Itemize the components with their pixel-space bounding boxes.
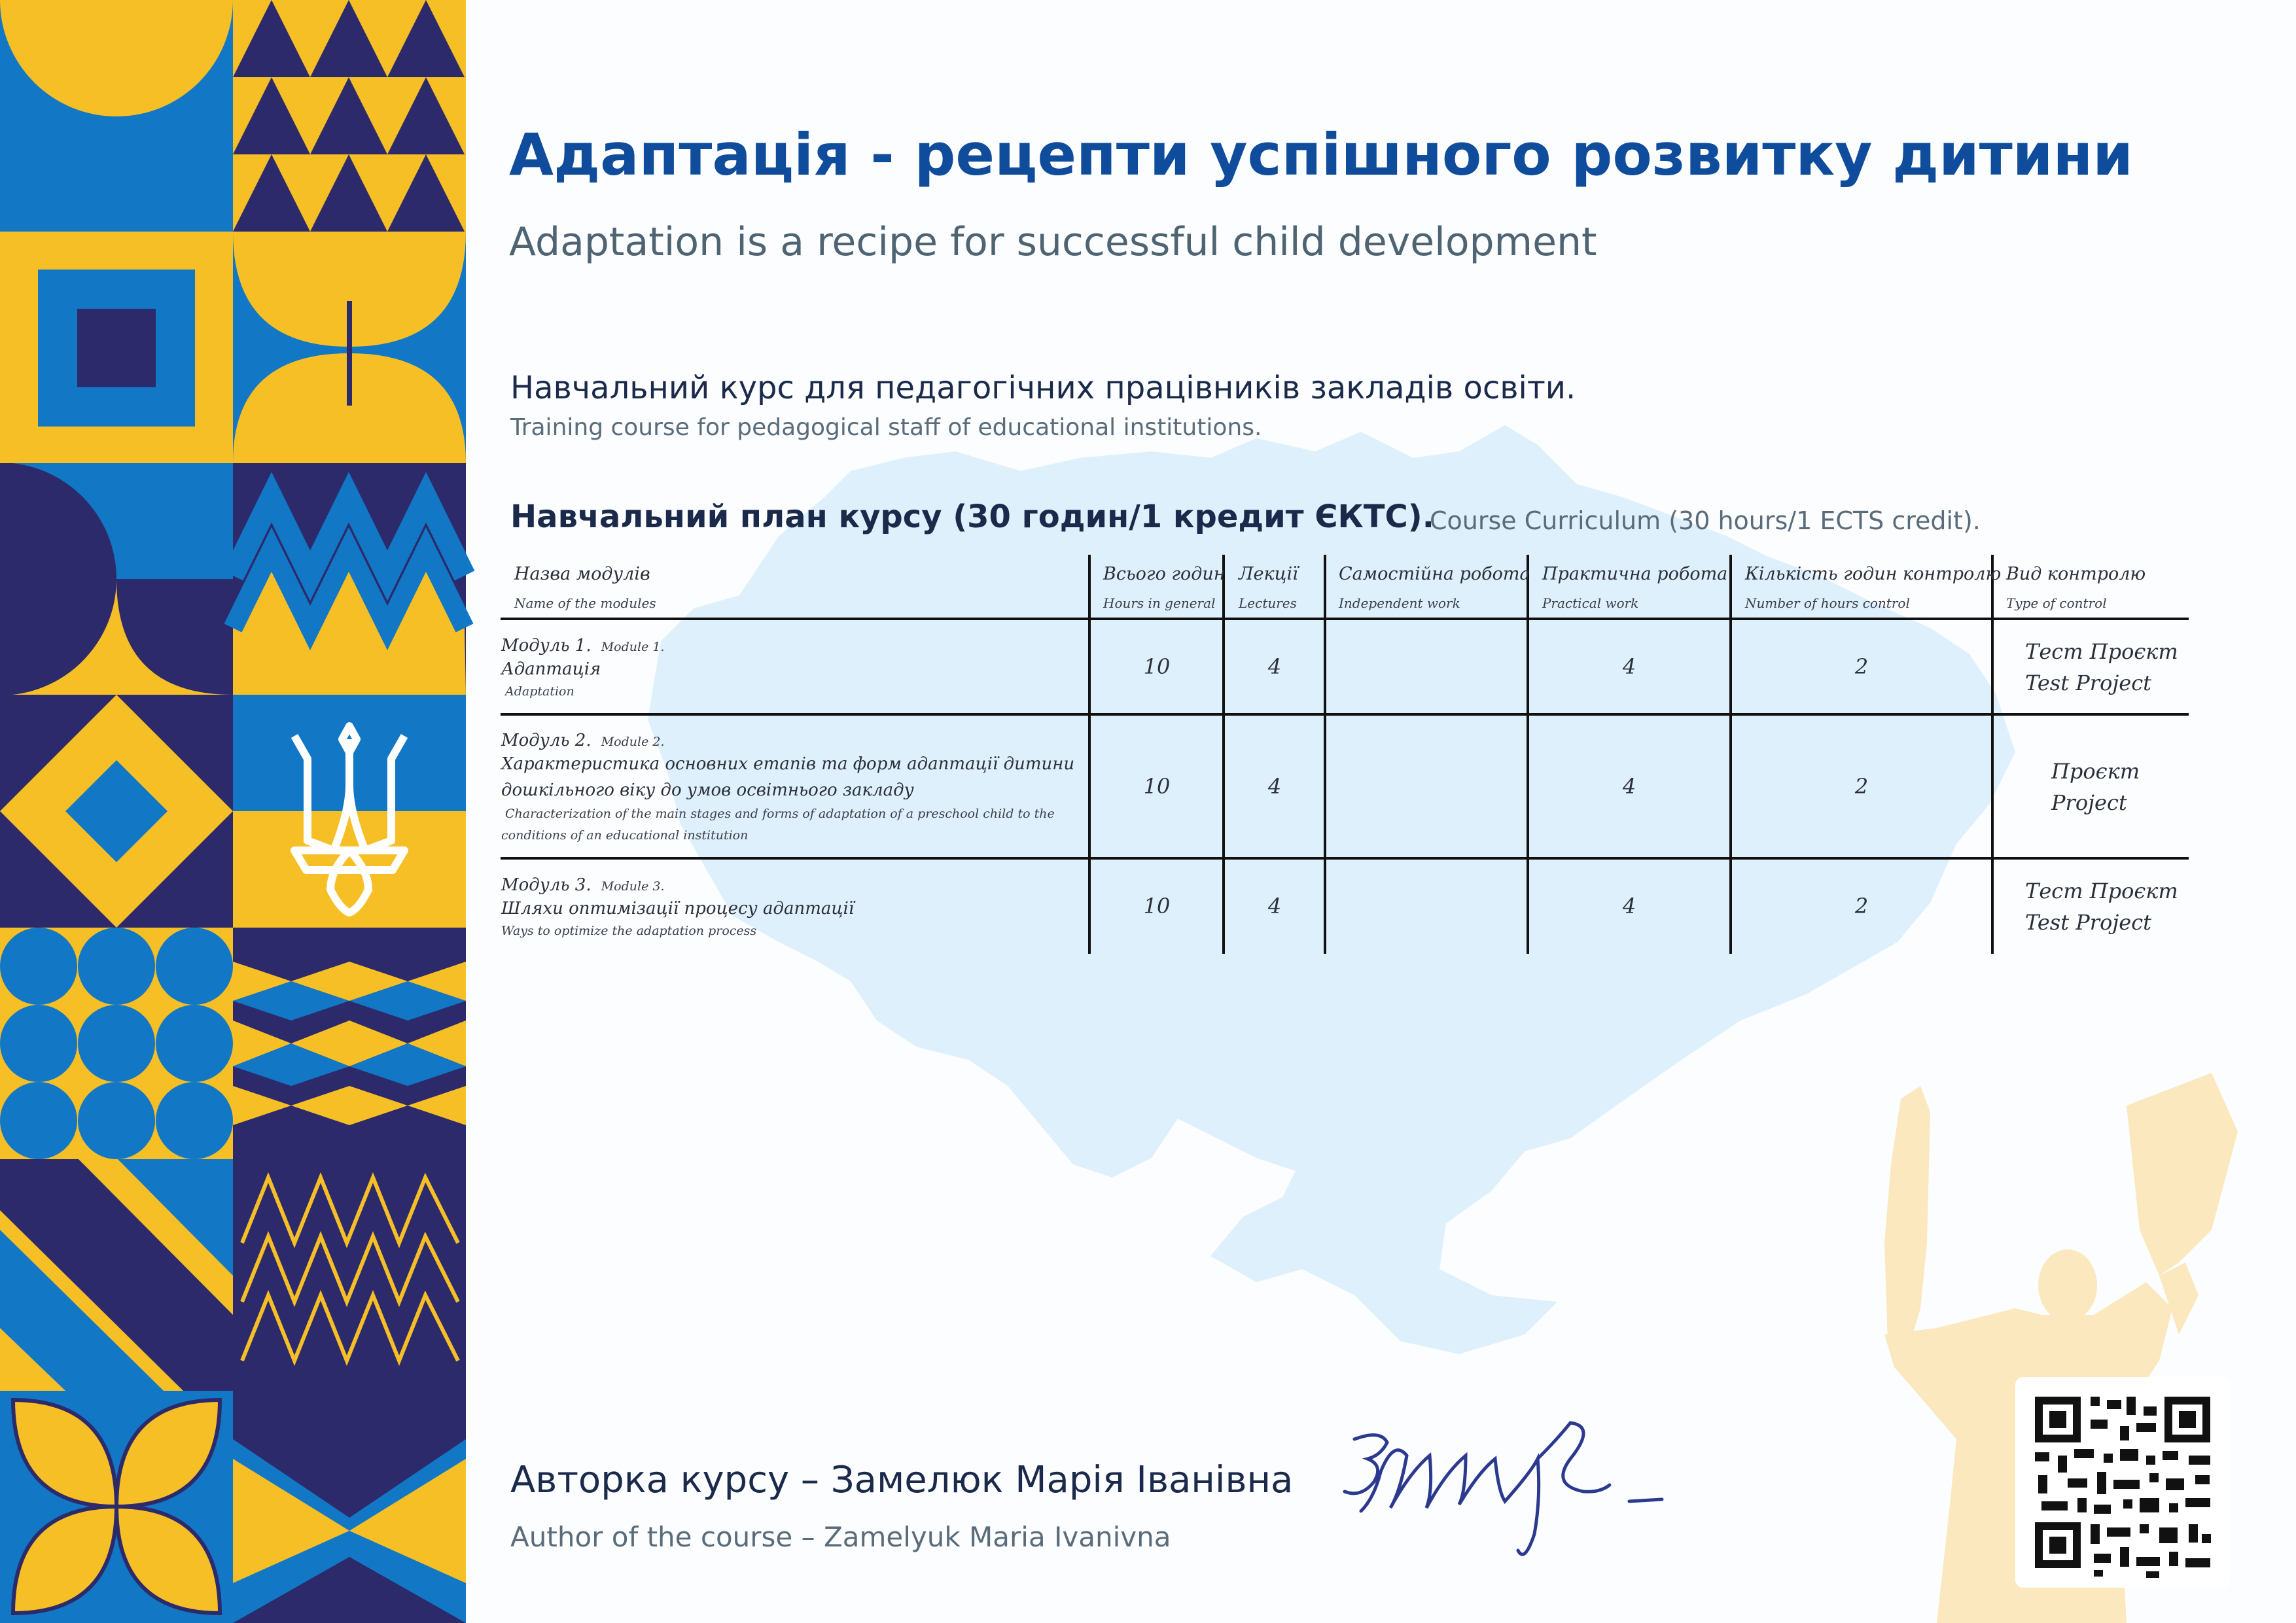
page-subtitle: Adaptation is a recipe for successful child development xyxy=(509,219,1597,265)
column-header-name-en: Name of the modules xyxy=(514,595,656,611)
curriculum-title-ua: Навчальний план курсу (30 годин/1 кредит ЄКТС). xyxy=(510,498,1434,535)
module-number-en: Module 1. xyxy=(601,640,665,654)
module-number xyxy=(501,875,665,895)
signature-icon xyxy=(1345,1423,1662,1554)
column-header-independent-ua: Самостійна робота xyxy=(1339,564,1530,584)
lecture-hours: 4 xyxy=(1267,894,1282,918)
module-number xyxy=(501,636,665,655)
control-hours: 2 xyxy=(1854,654,1869,679)
lecture-hours: 4 xyxy=(1267,654,1282,679)
control-type-ua: Тест Проєкт xyxy=(2025,879,2178,903)
curriculum-title-en: Course Curriculum (30 hours/1 ECTS credit). xyxy=(1430,506,1981,535)
course-author-en: Author of the course – Zamelyuk Maria Ivanivna xyxy=(510,1521,1171,1553)
practical-hours: 4 xyxy=(1622,894,1636,918)
module-name-ua-line1: Характеристика основних етапів та форм адаптації дитини xyxy=(501,754,1075,774)
column-header-total-ua: Всього годин xyxy=(1103,564,1226,584)
control-type-ua: Проєкт xyxy=(2051,759,2140,784)
column-header-control-type-en: Type of control xyxy=(2006,595,2107,611)
column-header-practical-ua: Практична робота xyxy=(1542,564,1728,584)
column-header-practical-en: Practical work xyxy=(1542,595,1639,611)
course-description-ua: Навчальний курс для педагогічних працівників закладів освіти. xyxy=(510,370,1576,406)
control-type-ua: Тест Проєкт xyxy=(2025,639,2178,664)
practical-hours: 4 xyxy=(1622,774,1636,799)
module-name-en-line1: Characterization of the main stages and forms of adaptation of a preschool child to the xyxy=(505,807,1055,821)
control-hours: 2 xyxy=(1854,894,1869,918)
module-name-ua-line2: дошкільного віку до умов освітнього закладу xyxy=(501,780,914,800)
page-title: Адаптація - рецепти успішного розвитку дитини xyxy=(509,121,2133,188)
column-header-name-ua: Назва модулів xyxy=(514,564,650,584)
module-name-en-line2: conditions of an educational institution xyxy=(501,828,749,843)
control-type-en: Test Project xyxy=(2025,671,2151,695)
ornament-panel xyxy=(0,0,466,1623)
course-author-ua: Авторка курсу – Замелюк Марія Іванівна xyxy=(510,1459,1294,1501)
column-header-lectures-ua: Лекції xyxy=(1239,564,1298,584)
column-header-lectures-en: Lectures xyxy=(1239,595,1297,611)
control-type-en: Test Project xyxy=(2025,910,2151,935)
module-number-ua: Модуль 2. xyxy=(501,731,592,750)
module-number-en: Module 3. xyxy=(601,879,665,894)
module-name-en: Ways to optimize the adaptation process xyxy=(501,924,757,938)
module-name-ua: Шляхи оптимізації процесу адаптації xyxy=(501,899,855,918)
module-number xyxy=(501,731,665,750)
column-header-independent-en: Independent work xyxy=(1339,595,1460,611)
course-description-en: Training course for pedagogical staff of educational institutions. xyxy=(510,414,1262,441)
module-name-en: Adaptation xyxy=(505,684,574,699)
column-header-total-en: Hours in general xyxy=(1103,595,1216,611)
total-hours: 10 xyxy=(1143,774,1171,799)
module-name-ua: Адаптація xyxy=(501,659,601,679)
total-hours: 10 xyxy=(1143,654,1171,679)
control-hours: 2 xyxy=(1854,774,1869,799)
column-header-control-hours-ua: Кількість годин контролю xyxy=(1745,564,2002,584)
practical-hours: 4 xyxy=(1622,654,1636,679)
column-header-control-hours-en: Number of hours control xyxy=(1745,595,1910,611)
module-number-en: Module 2. xyxy=(601,735,665,749)
module-number-ua: Модуль 1. xyxy=(501,636,592,655)
qr-code-icon xyxy=(2015,1377,2230,1588)
module-number-ua: Модуль 3. xyxy=(501,875,592,895)
column-header-control-type-ua: Вид контролю xyxy=(2006,564,2146,584)
control-type-en: Project xyxy=(2051,790,2127,815)
total-hours: 10 xyxy=(1143,894,1171,918)
lecture-hours: 4 xyxy=(1267,774,1282,799)
